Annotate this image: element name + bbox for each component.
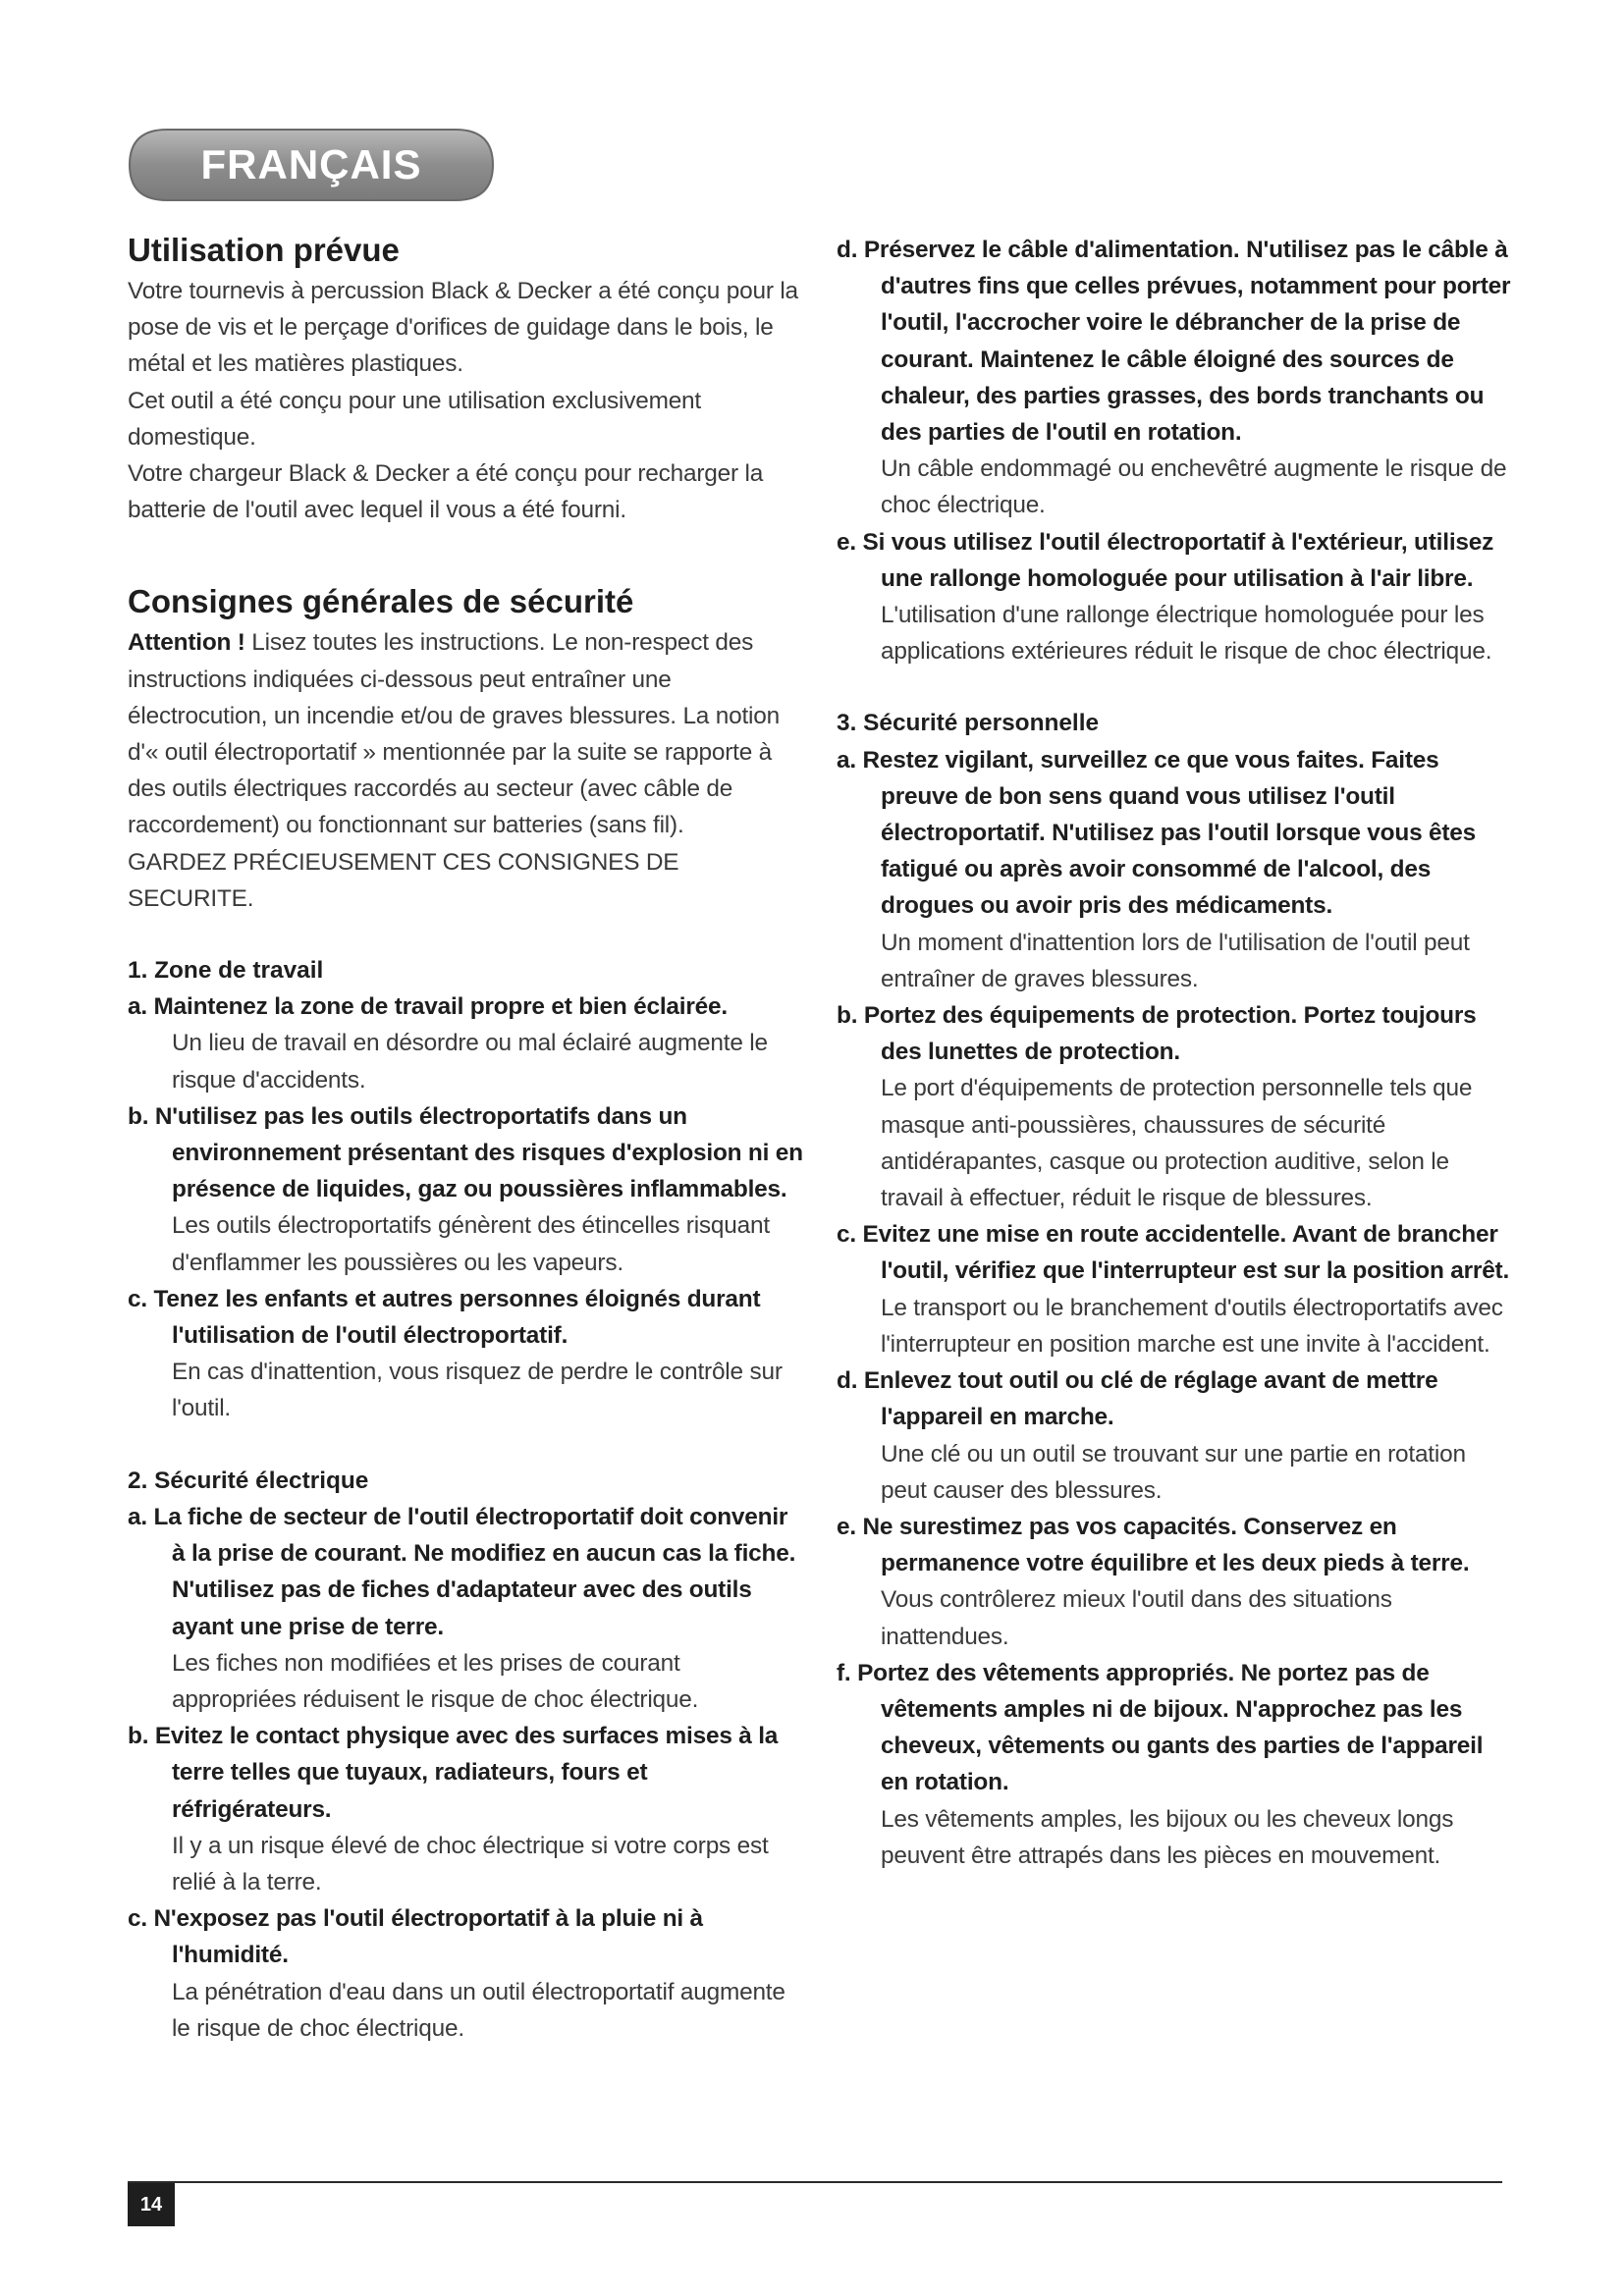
item-body: Vous contrôlerez mieux l'outil dans des situations inattendues. xyxy=(881,1586,1392,1650)
item-body: Il y a un risque élevé de choc électrique si votre corps est relié à la terre. xyxy=(172,1832,769,1896)
item-heading: d. Préservez le câble d'alimentation. N'utilisez pas le câble à d'autres fins que celles prévues, notamment pour porter l'outil, l'accrocher voire le débrancher de la prise de courant. Maintenez le câble éloigné des sources de chaleur, des parties grasses, des bords tranchants ou des parties de l'outil en rotation. xyxy=(837,237,1511,447)
item-heading: b. N'utilisez pas les outils électroportatifs dans un environnement présentant des risques d'explosion ni en présence de liquides, gaz ou poussières inflammables. xyxy=(128,1102,803,1203)
item-heading: b. Portez des équipements de protection. Portez toujours des lunettes de protection. xyxy=(837,1002,1477,1066)
item-heading: a. Maintenez la zone de travail propre et bien éclairée. xyxy=(128,993,728,1021)
list-item xyxy=(837,232,1514,524)
section-title: Utilisation prévue xyxy=(128,232,400,268)
list-item xyxy=(128,1499,805,1718)
electrical-safety-continued xyxy=(837,232,1514,669)
item-body: Un câble endommagé ou enchevêtré augmente le risque de choc électrique. xyxy=(881,455,1507,519)
list-item xyxy=(128,1281,805,1427)
personal-safety-section xyxy=(837,705,1514,1874)
paragraph: Votre tournevis à percussion Black & Decker a été conçu pour la pose de vis et le perçage d'orifices de guidage dans le bois, le métal et les matières plastiques. xyxy=(128,278,798,378)
item-heading: c. Evitez une mise en route accidentelle. Avant de brancher l'outil, vérifiez que l'interrupteur est sur la position arrêt. xyxy=(837,1221,1510,1285)
item-body: Un lieu de travail en désordre ou mal éclairé augmente le risque d'accidents. xyxy=(172,1030,768,1094)
paragraph: Votre chargeur Black & Decker a été conçu pour recharger la batterie de l'outil avec lequel il vous a été fourni. xyxy=(128,460,764,524)
item-heading: c. Tenez les enfants et autres personnes éloignés durant l'utilisation de l'outil électroportatif. xyxy=(128,1285,761,1350)
item-body: Les fiches non modifiées et les prises de courant appropriées réduisent le risque de choc électrique. xyxy=(172,1649,699,1713)
item-heading: d. Enlevez tout outil ou clé de réglage avant de mettre l'appareil en marche. xyxy=(837,1367,1438,1431)
list-item xyxy=(128,988,805,1098)
paragraph: Cet outil a été conçu pour une utilisation exclusivement domestique. xyxy=(128,387,702,451)
electrical-safety-section xyxy=(128,1463,805,2047)
section-title: Consignes générales de sécurité xyxy=(128,583,634,620)
item-heading: a. La fiche de secteur de l'outil électroportatif doit convenir à la prise de courant. Ne modifiez en aucun cas la fiche. N'utilisez pas de fiches d'adaptateur avec des outils ayant une prise de terre. xyxy=(128,1503,796,1640)
list-item xyxy=(837,1362,1514,1509)
general-safety-section xyxy=(128,583,805,917)
item-heading: e. Si vous utilisez l'outil électroportatif à l'extérieur, utilisez une rallonge homologuée pour utilisation à l'air libre. xyxy=(837,528,1494,592)
list-item xyxy=(837,1216,1514,1362)
subsection-title: 3. Sécurité personnelle xyxy=(837,710,1100,737)
language-label: FRANÇAIS xyxy=(200,141,422,187)
subsection-title: 2. Sécurité électrique xyxy=(128,1467,369,1494)
language-tab xyxy=(128,126,495,204)
footer-rule xyxy=(128,2181,1502,2183)
item-body: Les vêtements amples, les bijoux ou les cheveux longs peuvent être attrapés dans les pièces en mouvement. xyxy=(881,1805,1454,1869)
list-item xyxy=(128,1718,805,1900)
list-item xyxy=(837,1655,1514,1874)
item-body: En cas d'inattention, vous risquez de perdre le contrôle sur l'outil. xyxy=(172,1359,783,1422)
subsection-title: 1. Zone de travail xyxy=(128,957,324,985)
item-heading: f. Portez des vêtements appropriés. Ne portez pas de vêtements amples ni de bijoux. N'approchez pas les cheveux, vêtements ou gants des parties de l'appareil en rotation. xyxy=(837,1659,1484,1796)
list-item xyxy=(128,1098,805,1281)
item-heading: e. Ne surestimez pas vos capacités. Conservez en permanence votre équilibre et les deux pieds à terre. xyxy=(837,1513,1470,1577)
item-body: Le port d'équipements de protection personnelle tels que masque anti-poussières, chaussures de sécurité antidérapantes, casque ou protection auditive, selon le travail à effectuer, réduit le risque de blessures. xyxy=(881,1075,1473,1212)
item-heading: c. N'exposez pas l'outil électroportatif à la pluie ni à l'humidité. xyxy=(128,1905,703,1969)
item-heading: b. Evitez le contact physique avec des surfaces mises à la terre telles que tuyaux, radiateurs, fours et réfrigérateurs. xyxy=(128,1723,779,1823)
page-number: 14 xyxy=(128,2183,175,2226)
keep-instructions: GARDEZ PRÉCIEUSEMENT CES CONSIGNES DE SECURITE. xyxy=(128,848,679,912)
list-item xyxy=(837,1509,1514,1655)
intended-use-section xyxy=(128,232,805,528)
right-column xyxy=(837,232,1514,1874)
item-body: Une clé ou un outil se trouvant sur une partie en rotation peut causer des blessures. xyxy=(881,1440,1466,1504)
warning-paragraph xyxy=(128,624,805,843)
item-body: L'utilisation d'une rallonge électrique homologuée pour les applications extérieures réduit le risque de choc électrique. xyxy=(881,602,1492,666)
warning-label: Attention ! xyxy=(128,629,245,657)
list-item xyxy=(837,742,1514,997)
warning-text: Lisez toutes les instructions. Le non-respect des instructions indiquées ci-dessous peut entraîner une électrocution, un incendie et/ou de graves blessures. La notion d'« outil électroportatif » mentionnée par la suite se rapporte à des outils électriques raccordés au secteur (avec câble de raccordement) ou fonctionnant sur batteries (sans fil). xyxy=(128,629,781,839)
item-body: Les outils électroportatifs génèrent des étincelles risquant d'enflammer les poussières ou les vapeurs. xyxy=(172,1212,770,1276)
left-column xyxy=(128,232,805,2047)
item-body: Un moment d'inattention lors de l'utilisation de l'outil peut entraîner de graves blessures. xyxy=(881,929,1470,992)
list-item xyxy=(128,1900,805,2047)
list-item xyxy=(837,524,1514,670)
item-body: La pénétration d'eau dans un outil électroportatif augmente le risque de choc électrique. xyxy=(172,1978,785,2042)
item-body: Le transport ou le branchement d'outils électroportatifs avec l'interrupteur en position marche est une invite à l'accident. xyxy=(881,1294,1503,1358)
list-item xyxy=(837,997,1514,1216)
work-area-section xyxy=(128,952,805,1427)
item-heading: a. Restez vigilant, surveillez ce que vous faites. Faites preuve de bon sens quand vous utilisez l'outil électroportatif. N'utilisez pas l'outil lorsque vous êtes fatigué ou après avoir consommé de l'alcool, des drogues ou avoir pris des médicaments. xyxy=(837,746,1477,920)
